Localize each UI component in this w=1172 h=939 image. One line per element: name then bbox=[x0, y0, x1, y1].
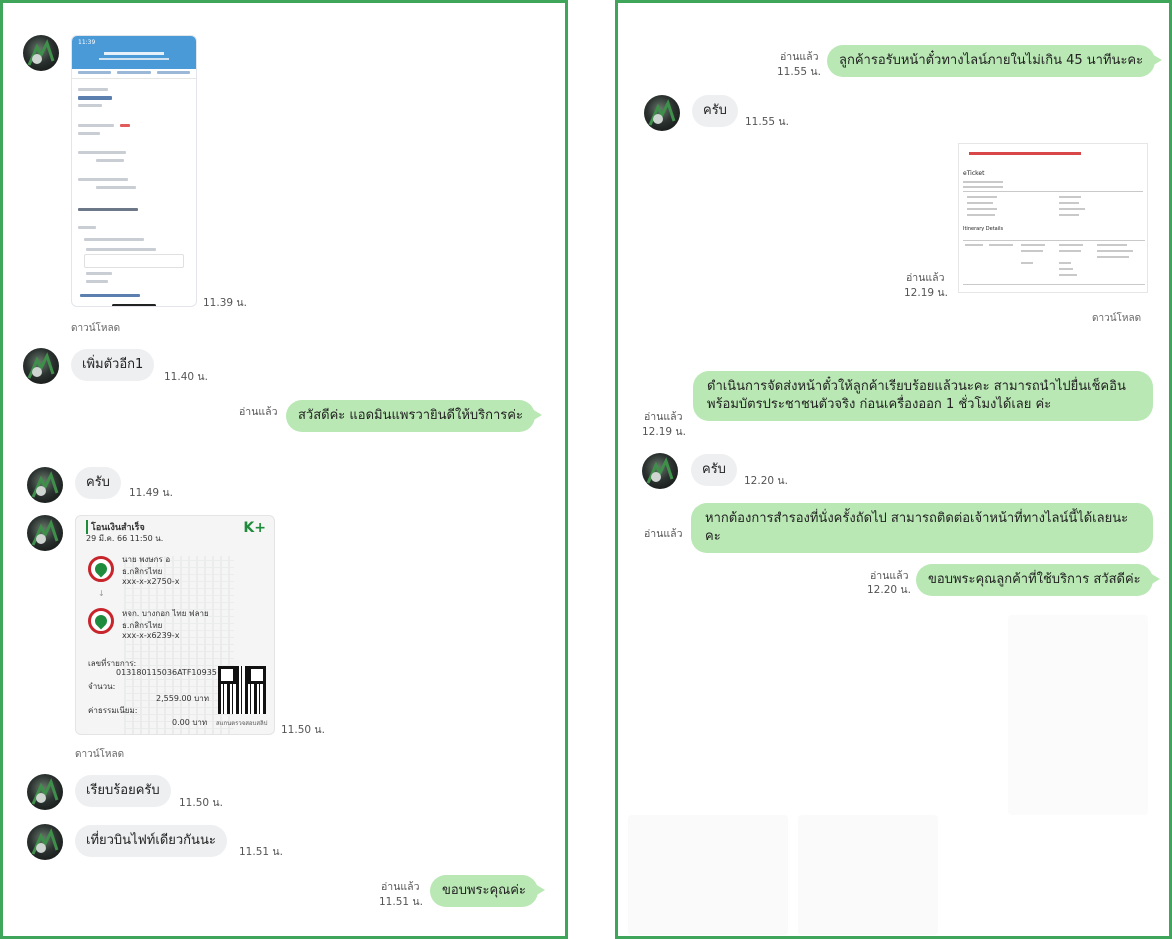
fee-value: 0.00 บาท bbox=[172, 718, 208, 727]
outgoing-message-bubble: ขอบพระคุณลูกค้าที่ใช้บริการ สวัสดีค่ะ bbox=[916, 564, 1153, 596]
eticket-image[interactable] bbox=[958, 143, 1148, 293]
read-receipt: อ่านแล้ว bbox=[870, 570, 909, 582]
message-time: 11.55 น. bbox=[745, 116, 789, 128]
user-avatar-icon[interactable] bbox=[642, 453, 678, 489]
kasikorn-bank-icon bbox=[88, 608, 114, 634]
phone-header bbox=[72, 36, 196, 69]
read-receipt: อ่านแล้ว bbox=[381, 881, 420, 893]
user-avatar-icon[interactable] bbox=[27, 824, 63, 860]
incoming-message-bubble: ครับ bbox=[75, 467, 121, 499]
sender-bank: ธ.กสิกรไทย bbox=[122, 567, 163, 576]
transfer-slip-image[interactable] bbox=[75, 515, 275, 735]
read-receipt: อ่านแล้ว bbox=[239, 406, 278, 418]
read-receipt: อ่านแล้ว bbox=[644, 528, 683, 540]
outgoing-message-bubble: ขอบพระคุณค่ะ bbox=[430, 875, 538, 907]
faded-content bbox=[798, 815, 938, 935]
message-time: 11.39 น. bbox=[203, 297, 247, 309]
user-avatar-icon[interactable] bbox=[23, 35, 59, 71]
message-time: 11.51 น. bbox=[239, 846, 283, 858]
kasikorn-bank-icon bbox=[88, 556, 114, 582]
eticket-header: eTicket bbox=[963, 170, 985, 177]
message-time: 11.51 น. bbox=[379, 896, 423, 908]
read-receipt: อ่านแล้ว bbox=[644, 411, 683, 423]
kplus-logo: K+ bbox=[243, 520, 266, 536]
message-time: 11.55 น. bbox=[777, 66, 821, 78]
message-time: 11.50 น. bbox=[179, 797, 223, 809]
slip-datetime: 29 มี.ค. 66 11:50 น. bbox=[86, 534, 164, 543]
message-time: 12.19 น. bbox=[904, 287, 948, 299]
phone-screenshot-image[interactable] bbox=[71, 35, 197, 307]
itinerary-header: Itinerary Details bbox=[963, 226, 1004, 232]
chat-panel-right bbox=[615, 0, 1172, 939]
qr-code-icon bbox=[218, 666, 266, 714]
read-receipt: อ่านแล้ว bbox=[780, 51, 819, 63]
phone-status-time: 11:39 bbox=[78, 39, 96, 46]
reference-value: 013180115036ATF10935 bbox=[116, 668, 217, 677]
arrow-down-icon: ↓ bbox=[98, 589, 105, 598]
fee-label: ค่าธรรมเนียม: bbox=[88, 706, 138, 715]
faded-content bbox=[628, 815, 788, 935]
sender-account: xxx-x-x2750-x bbox=[122, 577, 180, 586]
amount-value: 2,559.00 บาท bbox=[156, 694, 210, 703]
message-time: 11.49 น. bbox=[129, 487, 173, 499]
airline-logos bbox=[969, 152, 1081, 155]
receiver-name: หจก. บางกอก ไทย ฟลาย bbox=[122, 609, 209, 618]
user-avatar-icon[interactable] bbox=[644, 95, 680, 131]
chat-panel-left bbox=[0, 0, 568, 939]
download-link[interactable]: ดาวน์โหลด bbox=[75, 749, 125, 760]
download-link[interactable]: ดาวน์โหลด bbox=[71, 323, 121, 334]
amount-label: จำนวน: bbox=[88, 682, 116, 691]
receiver-bank: ธ.กสิกรไทย bbox=[122, 621, 163, 630]
message-time: 12.20 น. bbox=[744, 475, 788, 487]
message-time: 11.50 น. bbox=[281, 724, 325, 736]
read-receipt: อ่านแล้ว bbox=[906, 272, 945, 284]
incoming-message-bubble: ครับ bbox=[691, 454, 737, 486]
outgoing-message-bubble: สวัสดีค่ะ แอดมินแพรวายินดีให้บริการค่ะ bbox=[286, 400, 535, 432]
user-avatar-icon[interactable] bbox=[27, 467, 63, 503]
message-time: 11.40 น. bbox=[164, 371, 208, 383]
incoming-message-bubble: เพิ่มตัวอีก1 bbox=[71, 349, 154, 381]
receiver-account: xxx-x-x6239-x bbox=[122, 631, 180, 640]
incoming-message-bubble: ครับ bbox=[692, 95, 738, 127]
faded-content bbox=[1008, 615, 1148, 815]
download-link[interactable]: ดาวน์โหลด bbox=[1092, 313, 1142, 324]
message-time: 12.19 น. bbox=[642, 426, 686, 438]
slip-title: โอนเงินสำเร็จ bbox=[86, 520, 145, 534]
reference-label: เลขที่รายการ: bbox=[88, 659, 137, 668]
incoming-message-bubble: เที่ยวบินไฟท์เดียวกันนะ bbox=[75, 825, 227, 857]
outgoing-message-bubble: ดำเนินการจัดส่งหน้าตั๋วให้ลูกค้าเรียบร้อยแล้วนะคะ สามารถนำไปยื่นเช็คอินพร้อมบัตรประชาชนตัวจริง ก่อนเครื่องออก 1 ชั่วโมงได้เลย ค่ะ bbox=[693, 371, 1153, 421]
qr-caption: สแกนตรวจสอบสลิป bbox=[216, 720, 268, 727]
phone-tabs bbox=[72, 69, 196, 79]
outgoing-message-bubble: หากต้องการสำรองที่นั่งครั้งถัดไป สามารถติดต่อเจ้าหน้าที่ทางไลน์นี้ได้เลยนะคะ bbox=[691, 503, 1153, 553]
sender-name: นาย พงษกร อ bbox=[122, 555, 171, 564]
user-avatar-icon[interactable] bbox=[27, 774, 63, 810]
message-time: 12.20 น. bbox=[867, 584, 911, 596]
outgoing-message-bubble: ลูกค้ารอรับหน้าตั๋วทางไลน์ภายในไม่เกิน 45 นาทีนะคะ bbox=[827, 45, 1155, 77]
user-avatar-icon[interactable] bbox=[27, 515, 63, 551]
incoming-message-bubble: เรียบร้อยครับ bbox=[75, 775, 171, 807]
user-avatar-icon[interactable] bbox=[23, 348, 59, 384]
